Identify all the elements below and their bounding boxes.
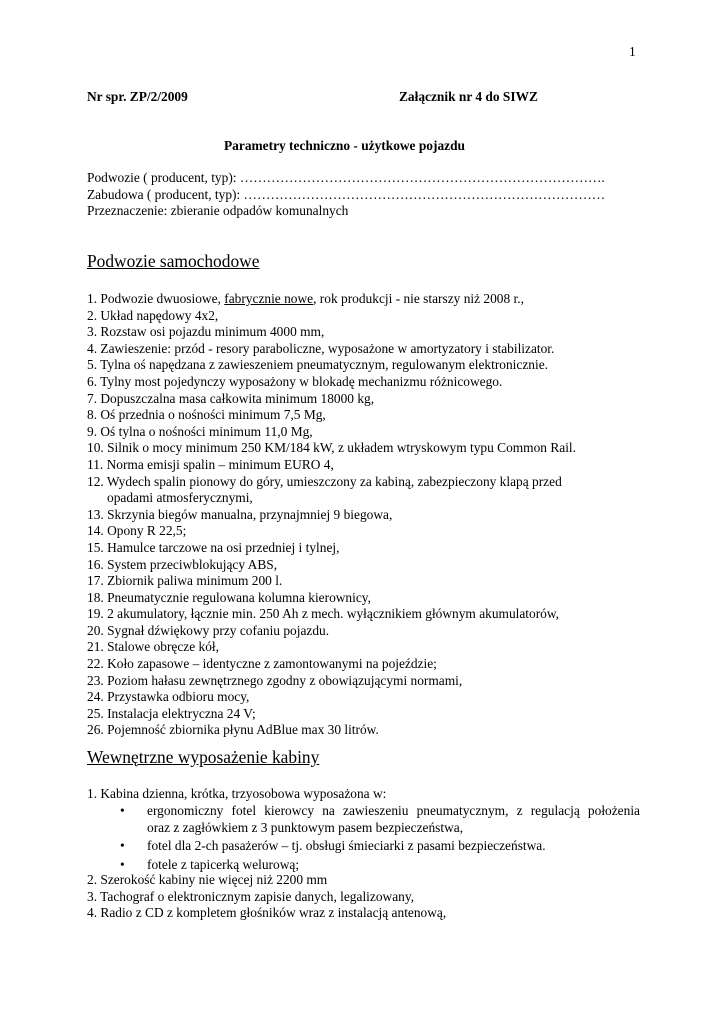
bullet-dot: •	[120, 856, 125, 872]
chassis-field: Podwozie ( producent, typ): ……………………………………………………………………….	[87, 170, 605, 185]
list-item: 15. Hamulce tarczowe na osi przedniej i tylnej,	[87, 539, 340, 555]
list-item: 16. System przeciwblokujący ABS,	[87, 556, 278, 572]
list-item: 8. Oś przednia o nośności minimum 7,5 Mg,	[87, 407, 326, 423]
section-heading-chassis: Podwozie samochodowe	[87, 251, 260, 271]
list-item: 20. Sygnał dźwiękowy przy cofaniu pojazdu.	[87, 622, 330, 638]
list-item: 2. Układ napędowy 4x2,	[87, 307, 219, 323]
section-heading-cabin: Wewnętrzne wyposażenie kabiny	[87, 747, 320, 767]
vehicle-fields	[87, 170, 647, 220]
document-title: Parametry techniczno - użytkowe pojazdu	[224, 138, 465, 153]
list-item: 21. Stalowe obręcze kół,	[87, 639, 220, 655]
factory-new-text: fabrycznie nowe	[224, 291, 314, 306]
list-item: 24. Przystawka odbioru mocy,	[87, 689, 250, 705]
bullet-item: • ergonomiczny fotel kierowcy na zawieszeniu pneumatycznym, z regulacją położenia	[120, 803, 640, 818]
bullet-item-continuation: oraz z zagłówkiem z 3 punktowym pasem bezpieczeństwa,	[147, 819, 464, 835]
page-number: 1	[629, 44, 636, 59]
list-item: 26. Pojemność zbiornika płynu AdBlue max 30 litrów.	[87, 722, 379, 738]
list-item: 17. Zbiornik paliwa minimum 200 l.	[87, 573, 283, 589]
list-item: 22. Koło zapasowe – identyczne z zamontowanymi na pojeździe;	[87, 656, 437, 672]
chassis-list	[87, 291, 647, 739]
list-item: 9. Oś tylna o nośności minimum 11,0 Mg,	[87, 423, 313, 439]
list-item: 4. Radio z CD z kompletem głośników wraz z instalacją antenową,	[87, 905, 447, 921]
list-item-continuation: opadami atmosferycznymi,	[107, 490, 253, 506]
list-item: 3. Tachograf o elektronicznym zapisie danych, legalizowany,	[87, 888, 415, 904]
list-item: 11. Norma emisji spalin – minimum EURO 4,	[87, 456, 334, 472]
reference-number: Nr spr. ZP/2/2009	[87, 89, 188, 104]
list-item: 1. Kabina dzienna, krótka, trzyosobowa wyposażona w:	[87, 786, 387, 801]
list-item: 2. Szerokość kabiny nie więcej niż 2200 mm	[87, 872, 328, 887]
list-item: 6. Tylny most pojedynczy wyposażony w blokadę mechanizmu różnicowego.	[87, 373, 503, 389]
attachment-label: Załącznik nr 4 do SIWZ	[399, 89, 538, 104]
cabin-bullets	[87, 803, 647, 873]
bullet-item: • fotele z tapicerką welurową;	[120, 856, 300, 872]
cabin-list	[87, 872, 647, 922]
bullet-dot: •	[120, 803, 125, 818]
list-item: 19. 2 akumulatory, łącznie min. 250 Ah z mech. wyłącznikiem głównym akumulatorów,	[87, 606, 560, 622]
list-item: 3. Rozstaw osi pojazdu minimum 4000 mm,	[87, 324, 325, 340]
list-item: 4. Zawieszenie: przód - resory paraboliczne, wyposażone w amortyzatory i stabilizator.	[87, 340, 555, 356]
list-item: 18. Pneumatycznie regulowana kolumna kierownicy,	[87, 589, 371, 605]
list-item: 10. Silnik o mocy minimum 250 KM/184 kW, z układem wtryskowym typu Common Rail.	[87, 440, 576, 456]
purpose-field: Przeznaczenie: zbieranie odpadów komunalnych	[87, 203, 349, 219]
bullet-item: • fotel dla 2-ch pasażerów – tj. obsługi śmieciarki z pasami bezpieczeństwa.	[120, 838, 546, 854]
list-item: 25. Instalacja elektryczna 24 V;	[87, 705, 256, 721]
list-item: 1. Podwozie dwuosiowe, fabrycznie nowe, rok produkcji - nie starszy niż 2008 r.,	[87, 291, 524, 306]
list-item: 12. Wydech spalin pionowy do góry, umieszczony za kabiną, zabezpieczony klapą przed	[87, 473, 562, 489]
body-field: Zabudowa ( producent, typ): ………………………………………………………………………	[87, 186, 606, 202]
bullet-dot: •	[120, 838, 125, 854]
list-item: 23. Poziom hałasu zewnętrznego zgodny z obowiązującymi normami,	[87, 672, 463, 688]
list-item: 14. Opony R 22,5;	[87, 523, 187, 539]
list-item: 13. Skrzynia biegów manualna, przynajmniej 9 biegowa,	[87, 506, 393, 522]
cabin-list-intro	[87, 786, 647, 803]
list-item: 7. Dopuszczalna masa całkowita minimum 18000 kg,	[87, 390, 375, 406]
list-item: 5. Tylna oś napędzana z zawieszeniem pneumatycznym, regulowanym elektronicznie.	[87, 357, 548, 373]
